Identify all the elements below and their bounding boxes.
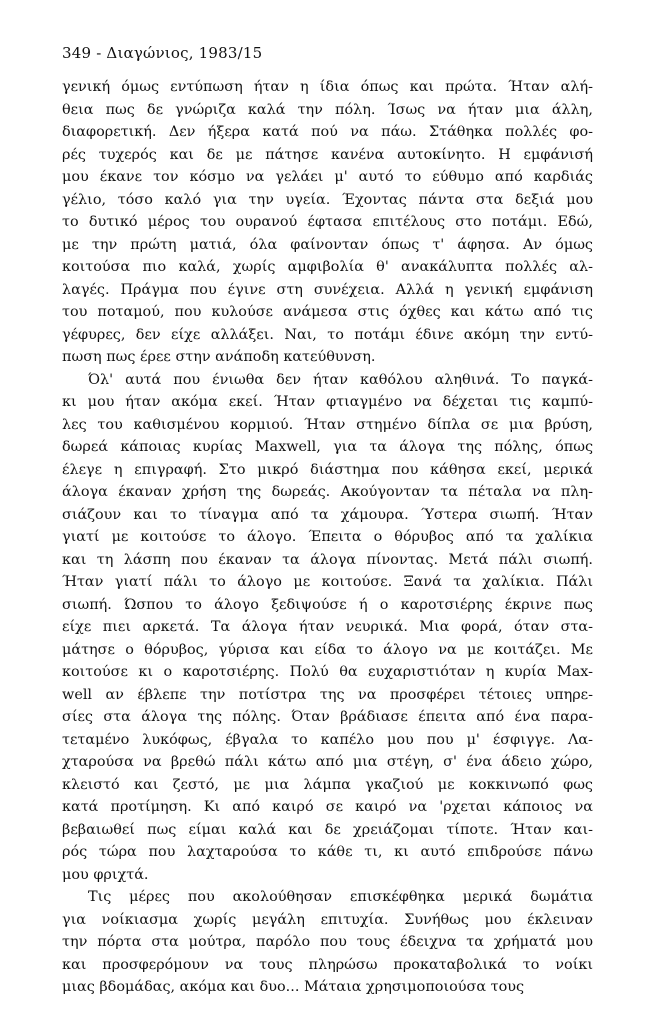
text-line: το δυτικό μέρος του ουρανού έφτασα επιτέλους στο ποτάμι. Εδώ, [62,214,593,230]
text-line: κοιτούσα πιο καλά, χωρίς αμφιβολία θ' ανακάλυπτα πολλές αλ- [62,259,593,275]
text-line: άλογα έκαναν χρήση της δωρεάς. Ακούγονταν τα πέταλα να πλη- [62,484,593,500]
paragraph [62,76,593,369]
text-line: Ήταν γιατί πάλι το άλογο με κοιτούσε. Ξανά τα χαλίκια. Πάλι [62,574,593,590]
text-line: λες του καθισμένου κορμιού. Ήταν στημένο δίπλα σε μια βρύση, [62,416,593,433]
text-line: κλειστό και ζεστό, με μια λάμπα γκαζιού με κοκκινωπό φως [62,776,593,793]
text-line: σιάζουν και το τίναγμα από τα χάμουρα. Ύστερα σιωπή. Ήταν [62,506,593,523]
text-line: ρές τυχερός και δε με πάτησε κανένα αυτοκίνητο. Η εμφάνισή [62,146,593,163]
text-line: τεταμένο λυκόφως, έβγαλα το καπέλο μου που μ' έσφιγγε. Λα- [62,731,593,748]
text-line: γενική όμως εντύπωση ήταν η ίδια όπως και πρώτα. Ήταν αλή- [62,79,593,95]
text-line: ρός τώρα που λαχταρούσα το κάθε τι, κι αυτό επιδρούσε πάνω [62,844,593,860]
text-line: κι μου ήταν ακόμα εκεί. Ήταν φτιαγμένο να δέχεται τις καμπύ- [62,394,593,410]
text-line: είχε πιει αρκετά. Τα άλογα ήταν νευρικά. Μια φορά, όταν στα- [62,619,593,635]
text-line: μάτησε ο θόρυβος, γύρισα και είδα το άλογο να με κοιτάζει. Με [62,641,593,658]
text-line: Τις μέρες που ακολούθησαν επισκέφθηκα μερικά δωμάτια [88,889,593,905]
text-line: σιωπή. Ώσπου το άλογο ξεδιψούσε ή ο καροτσιέρης έκρινε πως [62,596,593,613]
text-line: σίες στα άλογα της πόλης. Όταν βράδιασε έπειτα από ένα παρα- [62,709,593,725]
text-line: μου έκανε τον κόσμο να γελάει μ' αυτό το εύθυμο από καρδιάς [62,169,593,185]
text-line: για νοίκιασμα χωρίς μεγάλη επιτυχία. Συνήθως μου έκλειναν [62,911,593,928]
text-line: Όλ' αυτά που ένιωθα δεν ήταν καθόλου αληθινά. Το παγκά- [88,371,593,388]
text-line: μιας βδομάδας, ακόμα και δυο... Μάταια χρησιμοποιούσα τους [62,979,525,995]
body-text [62,76,593,999]
text-line: δωρεά κάποιας κυρίας Maxwell, για τα άλογα της πόλης, όπως [62,439,593,455]
paragraph [62,886,593,999]
paragraph [62,369,593,887]
text-line: και προσφερόμουν να τους πληρώσω προκαταβολικά το νοίκι [62,956,593,973]
text-line: θεια πως δε γνώριζα καλά την πόλη. Ίσως να ήταν μια άλλη, [62,101,593,118]
text-line: διαφορετική. Δεν ήξερα κατά πού να πάω. Στάθηκα πολλές φο- [62,124,593,140]
text-line: του ποταμού, που κυλούσε ανάμεσα στις όχθες και κάτω από τις [62,304,593,320]
text-line: λαγές. Πράγμα που έγινε στη συνέχεια. Αλλά η γενική εμφάνιση [62,281,593,298]
text-line: την πόρτα στα μούτρα, παρόλο που τους έδειχνα τα χρήματά μου [62,934,593,950]
text-line: μου φριχτά. [62,866,149,883]
text-line: έλεγε η επιγραφή. Στο μικρό διάστημα που κάθησα εκεί, μερικά [62,461,593,478]
text-line: well αν έβλεπε την ποτίστρα της να προσφέρει τέτοιες υπηρε- [62,686,593,703]
text-line: βεβαιωθεί πως είμαι καλά και δε χρειάζομαι τίποτε. Ήταν και- [62,821,593,838]
text-line: γέφυρες, δεν είχε αλλάξει. Ναι, το ποτάμι έδινε ακόμη την εντύ- [62,326,593,343]
text-line: γέλιο, τόσο καλό για την υγεία. Έχοντας πάντα στα δεξιά μου [62,191,593,208]
text-line: πωση πως έρεε στην ανάποδη κατεύθυνση. [62,349,376,365]
text-line: και τη λάσπη που έκαναν τα άλογα πίνοντας. Μετά πάλι σιωπή. [62,551,593,568]
text-line: κατά προτίμηση. Κι από καιρό σε καιρό να 'ρχεται κάποιος να [62,799,593,815]
text-line: γιατί με κοιτούσε το άλογο. Έπειτα ο θόρυβος από τα χαλίκια [62,529,593,545]
text-line: χταρούσα να βρεθώ πάλι κάτω από μια στέγη, σ' ένα άδειο χώρο, [62,754,593,770]
running-header: 349 - Διαγώνιος, 1983/15 [62,44,263,62]
text-line: με την πρώτη ματιά, όλα φαίνονταν όπως τ' άφησα. Αν όμως [62,236,593,253]
text-line: κοιτούσε κι ο καροτσιέρης. Πολύ θα ευχαριστιόταν η κυρία Max- [62,664,593,680]
